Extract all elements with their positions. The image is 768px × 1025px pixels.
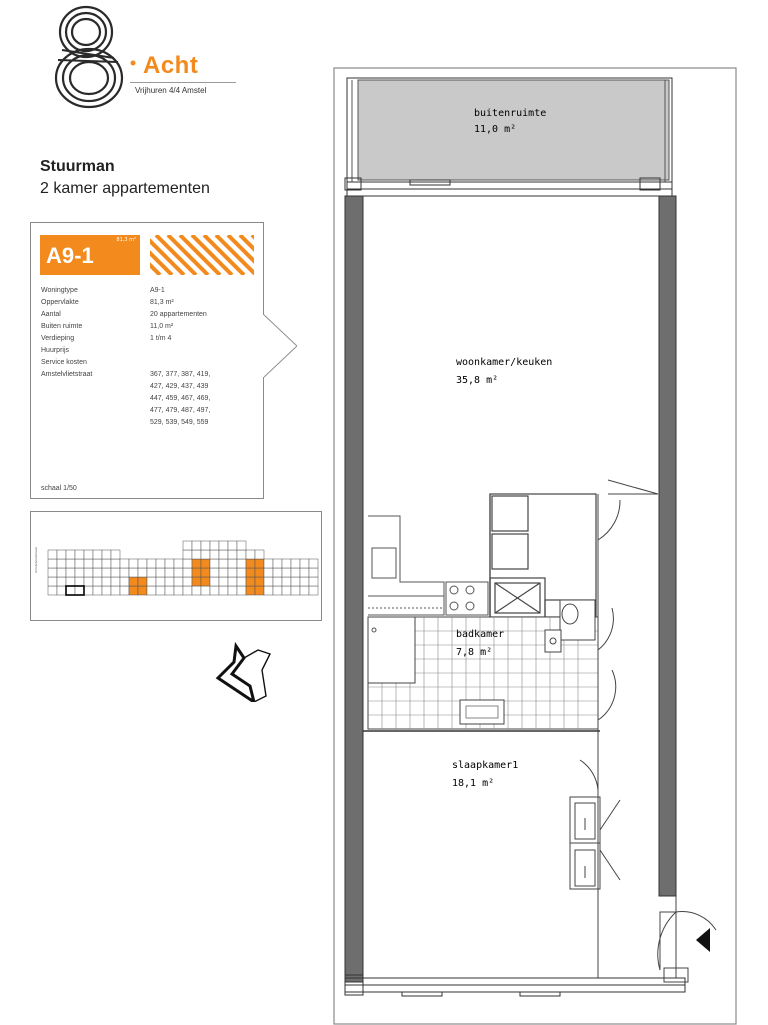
key-plan-unit — [255, 577, 264, 586]
key-plan-unit — [228, 550, 237, 559]
key-plan-unit — [57, 568, 66, 577]
key-plan-unit — [102, 559, 111, 568]
key-plan-unit — [237, 568, 246, 577]
key-plan-unit — [210, 586, 219, 595]
scale-label: schaal 1/50 — [41, 485, 77, 492]
key-plan-unit — [246, 586, 255, 595]
key-plan-unit — [147, 559, 156, 568]
key-plan-unit — [300, 577, 309, 586]
key-plan-unit — [66, 550, 75, 559]
spec-label-service-kosten: Service kosten — [41, 359, 87, 366]
key-plan-unit — [102, 550, 111, 559]
key-plan-unit — [246, 568, 255, 577]
key-plan-unit — [102, 577, 111, 586]
key-plan-unit — [309, 568, 318, 577]
key-plan-unit — [264, 577, 273, 586]
key-plan-unit — [201, 586, 210, 595]
key-plan-unit — [237, 586, 246, 595]
key-plan-unit — [201, 568, 210, 577]
key-plan-unit — [282, 568, 291, 577]
key-plan-unit — [300, 559, 309, 568]
key-plan-unit — [57, 586, 66, 595]
key-plan-unit — [210, 568, 219, 577]
key-plan-unit — [174, 577, 183, 586]
key-plan-unit — [129, 568, 138, 577]
key-plan-unit — [264, 559, 273, 568]
key-plan-unit — [192, 568, 201, 577]
key-plan-unit — [66, 568, 75, 577]
key-plan-unit — [93, 550, 102, 559]
key-plan-unit — [291, 568, 300, 577]
spec-label-verdieping: Verdieping — [41, 335, 75, 342]
key-plan-unit — [192, 541, 201, 550]
key-plan-unit — [48, 559, 57, 568]
key-plan-unit — [111, 550, 120, 559]
key-plan-unit — [219, 586, 228, 595]
key-plan-unit — [201, 541, 210, 550]
spec-value-aantal: 20 appartementen — [150, 311, 207, 318]
key-plan-unit — [84, 559, 93, 568]
key-plan-unit — [309, 577, 318, 586]
spec-label-street: Amstelvlietstraat — [41, 371, 93, 378]
key-plan-unit — [219, 559, 228, 568]
key-plan-unit — [147, 577, 156, 586]
room-area-balcony: 11,0 m² — [474, 124, 517, 135]
page-subtitle: 2 kamer appartementen — [40, 180, 210, 197]
address-line: 427, 429, 437, 439 — [150, 383, 209, 390]
type-badge-size: 81,3 m² — [116, 237, 136, 243]
logo-word: Acht — [143, 52, 199, 79]
key-plan-unit — [183, 550, 192, 559]
key-plan-unit — [66, 559, 75, 568]
key-plan-unit — [84, 568, 93, 577]
key-plan-unit — [192, 550, 201, 559]
key-plan-unit — [57, 577, 66, 586]
key-plan-unit — [291, 559, 300, 568]
key-plan-unit — [228, 541, 237, 550]
key-plan-unit — [48, 586, 57, 595]
key-plan-unit — [93, 559, 102, 568]
key-plan-unit — [246, 559, 255, 568]
room-area-bathroom: 7,8 m² — [456, 647, 493, 658]
key-plan-unit — [300, 586, 309, 595]
key-plan-unit — [309, 586, 318, 595]
spec-label-woningtype: Woningtype — [41, 287, 78, 294]
key-plan-unit — [174, 586, 183, 595]
key-plan-unit — [183, 559, 192, 568]
address-line: 447, 459, 467, 469, — [150, 395, 211, 402]
key-plan-unit — [129, 559, 138, 568]
key-plan-unit — [255, 559, 264, 568]
key-plan-unit — [210, 577, 219, 586]
room-name-bedroom: slaapkamer1 — [452, 760, 519, 771]
key-plan-unit — [75, 550, 84, 559]
key-plan-unit — [255, 568, 264, 577]
spec-value-woningtype: A9-1 — [150, 287, 165, 294]
room-name-balcony: buitenruimte — [474, 108, 547, 119]
key-plan-unit — [66, 577, 75, 586]
key-plan-unit — [57, 550, 66, 559]
key-plan-unit — [165, 568, 174, 577]
north-arrow-icon — [214, 640, 274, 702]
spec-value-street: 367, 377, 387, 419, — [150, 371, 211, 378]
room-area-bedroom: 18,1 m² — [452, 778, 495, 789]
key-plan-side-label: Amstelvlietstraat — [34, 547, 38, 573]
room-area-living: 35,8 m² — [456, 375, 499, 386]
key-plan-unit — [156, 586, 165, 595]
key-plan-unit — [273, 568, 282, 577]
key-plan-unit — [264, 568, 273, 577]
key-plan-unit — [57, 559, 66, 568]
key-plan-unit — [93, 568, 102, 577]
key-plan-unit — [165, 559, 174, 568]
key-plan-unit — [138, 559, 147, 568]
key-plan-unit — [111, 559, 120, 568]
key-plan-unit — [138, 568, 147, 577]
key-plan-unit — [183, 577, 192, 586]
key-plan-unit — [192, 586, 201, 595]
key-plan-side-label-wrap — [30, 538, 42, 588]
key-plan-unit — [264, 586, 273, 595]
floor-plan — [330, 66, 738, 1025]
key-plan-unit — [111, 577, 120, 586]
key-plan-unit — [111, 586, 120, 595]
key-plan-unit — [210, 541, 219, 550]
key-plan-unit — [255, 586, 264, 595]
key-plan-unit — [138, 577, 147, 586]
key-plan-unit — [228, 577, 237, 586]
spec-label-huurprijs: Huurprijs — [41, 347, 70, 354]
key-plan — [30, 511, 322, 621]
key-plan-unit — [183, 568, 192, 577]
key-plan-unit — [129, 586, 138, 595]
key-plan-unit — [183, 586, 192, 595]
key-plan-unit — [255, 550, 264, 559]
key-plan-unit — [273, 559, 282, 568]
key-plan-unit — [219, 541, 228, 550]
key-plan-unit — [84, 577, 93, 586]
key-plan-unit — [246, 577, 255, 586]
key-plan-unit — [156, 568, 165, 577]
key-plan-unit — [156, 559, 165, 568]
key-plan-unit — [282, 586, 291, 595]
key-plan-unit — [138, 586, 147, 595]
spec-value-oppervlakte: 81,3 m² — [150, 299, 174, 306]
page-title: Stuurman — [40, 158, 115, 175]
room-name-bathroom: badkamer — [456, 629, 505, 640]
spec-label-aantal: Aantal — [41, 311, 61, 318]
key-plan-unit — [84, 550, 93, 559]
spec-label-buiten-ruimte: Buiten ruimte — [41, 323, 83, 330]
key-plan-unit — [210, 550, 219, 559]
card-pointer-icon — [263, 314, 297, 378]
key-plan-unit — [183, 541, 192, 550]
key-plan-unit — [219, 550, 228, 559]
key-plan-unit — [111, 568, 120, 577]
key-plan-unit — [129, 577, 138, 586]
key-plan-unit — [273, 577, 282, 586]
key-plan-unit — [102, 586, 111, 595]
address-line: 529, 539, 549, 559 — [150, 419, 209, 426]
key-plan-unit — [237, 541, 246, 550]
key-plan-unit — [102, 568, 111, 577]
logo-divider — [130, 82, 236, 83]
key-plan-unit — [291, 586, 300, 595]
spec-label-oppervlakte: Oppervlakte — [41, 299, 79, 306]
key-plan-unit — [228, 586, 237, 595]
key-plan-unit — [147, 586, 156, 595]
key-plan-unit — [120, 568, 129, 577]
spec-value-verdieping: 1 t/m 4 — [150, 335, 172, 342]
key-plan-unit — [75, 577, 84, 586]
key-plan-unit — [147, 568, 156, 577]
key-plan-unit — [165, 577, 174, 586]
key-plan-unit — [237, 559, 246, 568]
key-plan-unit — [48, 568, 57, 577]
key-plan-unit — [120, 586, 129, 595]
key-plan-unit — [219, 568, 228, 577]
key-plan-unit — [93, 577, 102, 586]
key-plan-unit — [174, 559, 183, 568]
key-plan-unit — [210, 559, 219, 568]
key-plan-unit — [75, 586, 84, 595]
key-plan-unit — [273, 586, 282, 595]
entrance-arrow-icon — [696, 928, 710, 952]
key-plan-unit — [228, 568, 237, 577]
hatch-pattern-icon — [150, 235, 254, 275]
room-name-living: woonkamer/keuken — [456, 357, 553, 368]
key-plan-unit — [219, 577, 228, 586]
key-plan-unit — [309, 559, 318, 568]
key-plan-unit — [120, 577, 129, 586]
key-plan-unit — [120, 559, 129, 568]
key-plan-unit — [237, 550, 246, 559]
key-plan-unit — [66, 586, 75, 595]
logo-tagline: Vrijhuren 4/4 Amstel — [135, 86, 207, 95]
key-plan-unit — [48, 550, 57, 559]
key-plan-unit — [282, 577, 291, 586]
address-line: 477, 479, 487, 497, — [150, 407, 211, 414]
key-plan-unit — [156, 577, 165, 586]
key-plan-unit — [201, 559, 210, 568]
spec-value-buiten-ruimte: 11,0 m² — [150, 323, 174, 330]
key-plan-unit — [201, 550, 210, 559]
key-plan-unit — [228, 559, 237, 568]
key-plan-unit — [93, 586, 102, 595]
key-plan-unit — [192, 559, 201, 568]
key-plan-unit — [282, 559, 291, 568]
key-plan-unit — [84, 586, 93, 595]
key-plan-unit — [291, 577, 300, 586]
key-plan-unit — [75, 568, 84, 577]
key-plan-unit — [237, 577, 246, 586]
key-plan-unit — [192, 577, 201, 586]
key-plan-unit — [174, 568, 183, 577]
key-plan-unit — [75, 559, 84, 568]
key-plan-unit — [48, 577, 57, 586]
type-badge — [40, 235, 140, 275]
key-plan-unit — [165, 586, 174, 595]
key-plan-unit — [300, 568, 309, 577]
key-plan-unit — [246, 550, 255, 559]
bathroom-tiles — [368, 600, 598, 729]
key-plan-unit — [201, 577, 210, 586]
type-badge-code: A9-1 — [46, 243, 94, 268]
